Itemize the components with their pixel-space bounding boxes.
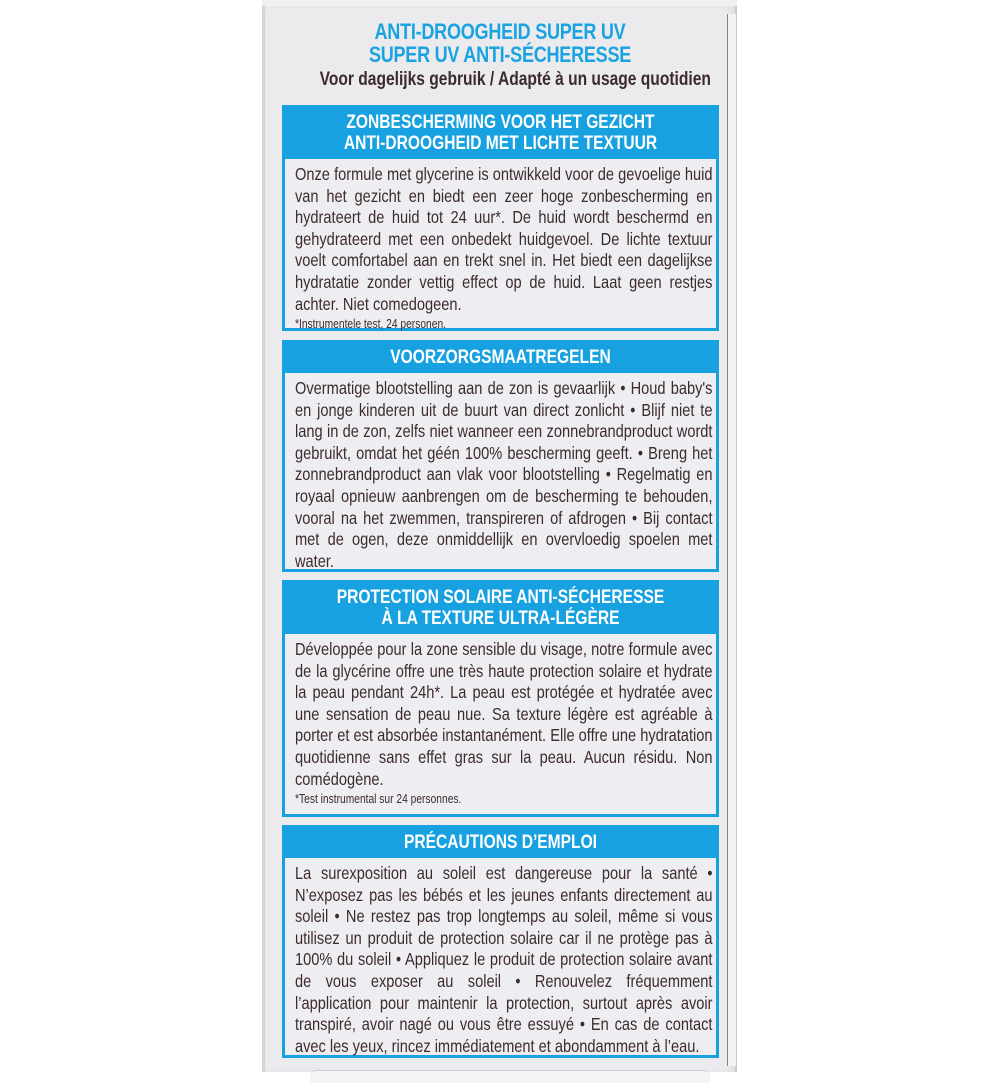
section-description-fr: [282, 580, 719, 817]
product-title-nl: ANTI-DROOGHEID SUPER UV: [374, 19, 626, 44]
section-heading: [285, 343, 716, 373]
section-text: Overmatige blootstelling aan de zon is gevaarlijk • Houd baby's en jonge kinderen uit de buurt van direct zonlicht • Blijf niet te lang in de zon, zelfs niet wanneer een zonnebrandproduct wordt gebruikt, omdat het géén 100% bescherming geeft. • Breng het zonnebrandproduct aan vlak voor blootstelling • Regelmatig en royaal opnieuw aanbrengen om de bescherming te behouden, vooral na het zwemmen, transpireren of afdrogen • Bij contact met de ogen, deze onmiddellijk en overvloedig spoelen met water.: [295, 378, 713, 571]
section-body: [285, 159, 716, 338]
section-body: [285, 373, 716, 578]
section-body: [285, 634, 716, 813]
section-body: [285, 858, 716, 1063]
product-header: [280, 20, 720, 91]
section-heading-line-1: VOORZORGSMAATREGELEN: [390, 347, 611, 368]
section-precautions-fr: [282, 825, 719, 1058]
section-heading-line-2: À LA TEXTURE ULTRA-LÉGÈRE: [381, 608, 620, 629]
box-side-edge: [727, 14, 737, 1066]
box-bottom-flap: [310, 1070, 710, 1083]
section-heading-line-2: ANTI-DROOGHEID MET LICHTE TEXTUUR: [343, 133, 658, 154]
footnote: *Test instrumental sur 24 personnes.: [295, 792, 462, 807]
section-text: La surexposition au soleil est dangereuse pour la santé • N’exposez pas les bébés et les jeunes enfants directement au soleil • Ne restez pas trop longtemps au soleil, même si vous utilisez un produit de protection solaire car il ne protège pas à 100% du soleil • Appliquez le produit de protection solaire avant de vous exposer au soleil • Renouvelez fréquemment l’application pour maintenir la protection, surtout après avoir transpiré, avoir nagé ou vous être essuyé • En cas de contact avec les yeux, rincez immédiatement et abondamment à l’eau.: [295, 863, 713, 1056]
section-text: Onze formule met glycerine is ontwikkeld voor de gevoelige huid van het gezicht en biedt een zeer hoge zonbescherming en hydrateert de huid tot 24 uur*. De huid wordt beschermd en gehydrateerd met een onbedekt huidgevoel. De lichte textuur voelt comfortabel aan en trekt snel in. Het biedt een dagelijkse hydratatie zonder vettig effect op de huid. Laat geen restjes achter. Niet comedogeen.: [295, 164, 713, 314]
section-description-nl: [282, 105, 719, 331]
usage-subtitle: Voor dagelijks gebruik / Adapté à un usage quotidien: [319, 69, 711, 90]
section-heading: [285, 828, 716, 858]
section-heading-line-1: ZONBESCHERMING VOOR HET GEZICHT: [346, 112, 655, 133]
product-title-fr: SUPER UV ANTI-SÉCHERESSE: [368, 42, 632, 67]
section-text: Développée pour la zone sensible du visage, notre formule avec de la glycérine offre une très haute protection solaire et hydrate la peau pendant 24h*. La peau est protégée et hydratée avec une sensation de peau nue. Sa texture légère est agréable à porter et est absorbée instantanément. Elle offre une hydratation quotidienne sans effet gras sur la peau. Aucun résidu. Non comédogène.: [295, 639, 713, 789]
footnote: *Instrumentele test, 24 personen.: [295, 317, 446, 332]
section-heading-line-1: PROTECTION SOLAIRE ANTI-SÉCHERESSE: [336, 587, 665, 608]
section-heading-line-1: PRÉCAUTIONS D’EMPLOI: [403, 832, 598, 853]
section-precautions-nl: [282, 340, 719, 572]
section-heading: [285, 583, 716, 634]
section-heading: [285, 108, 716, 159]
